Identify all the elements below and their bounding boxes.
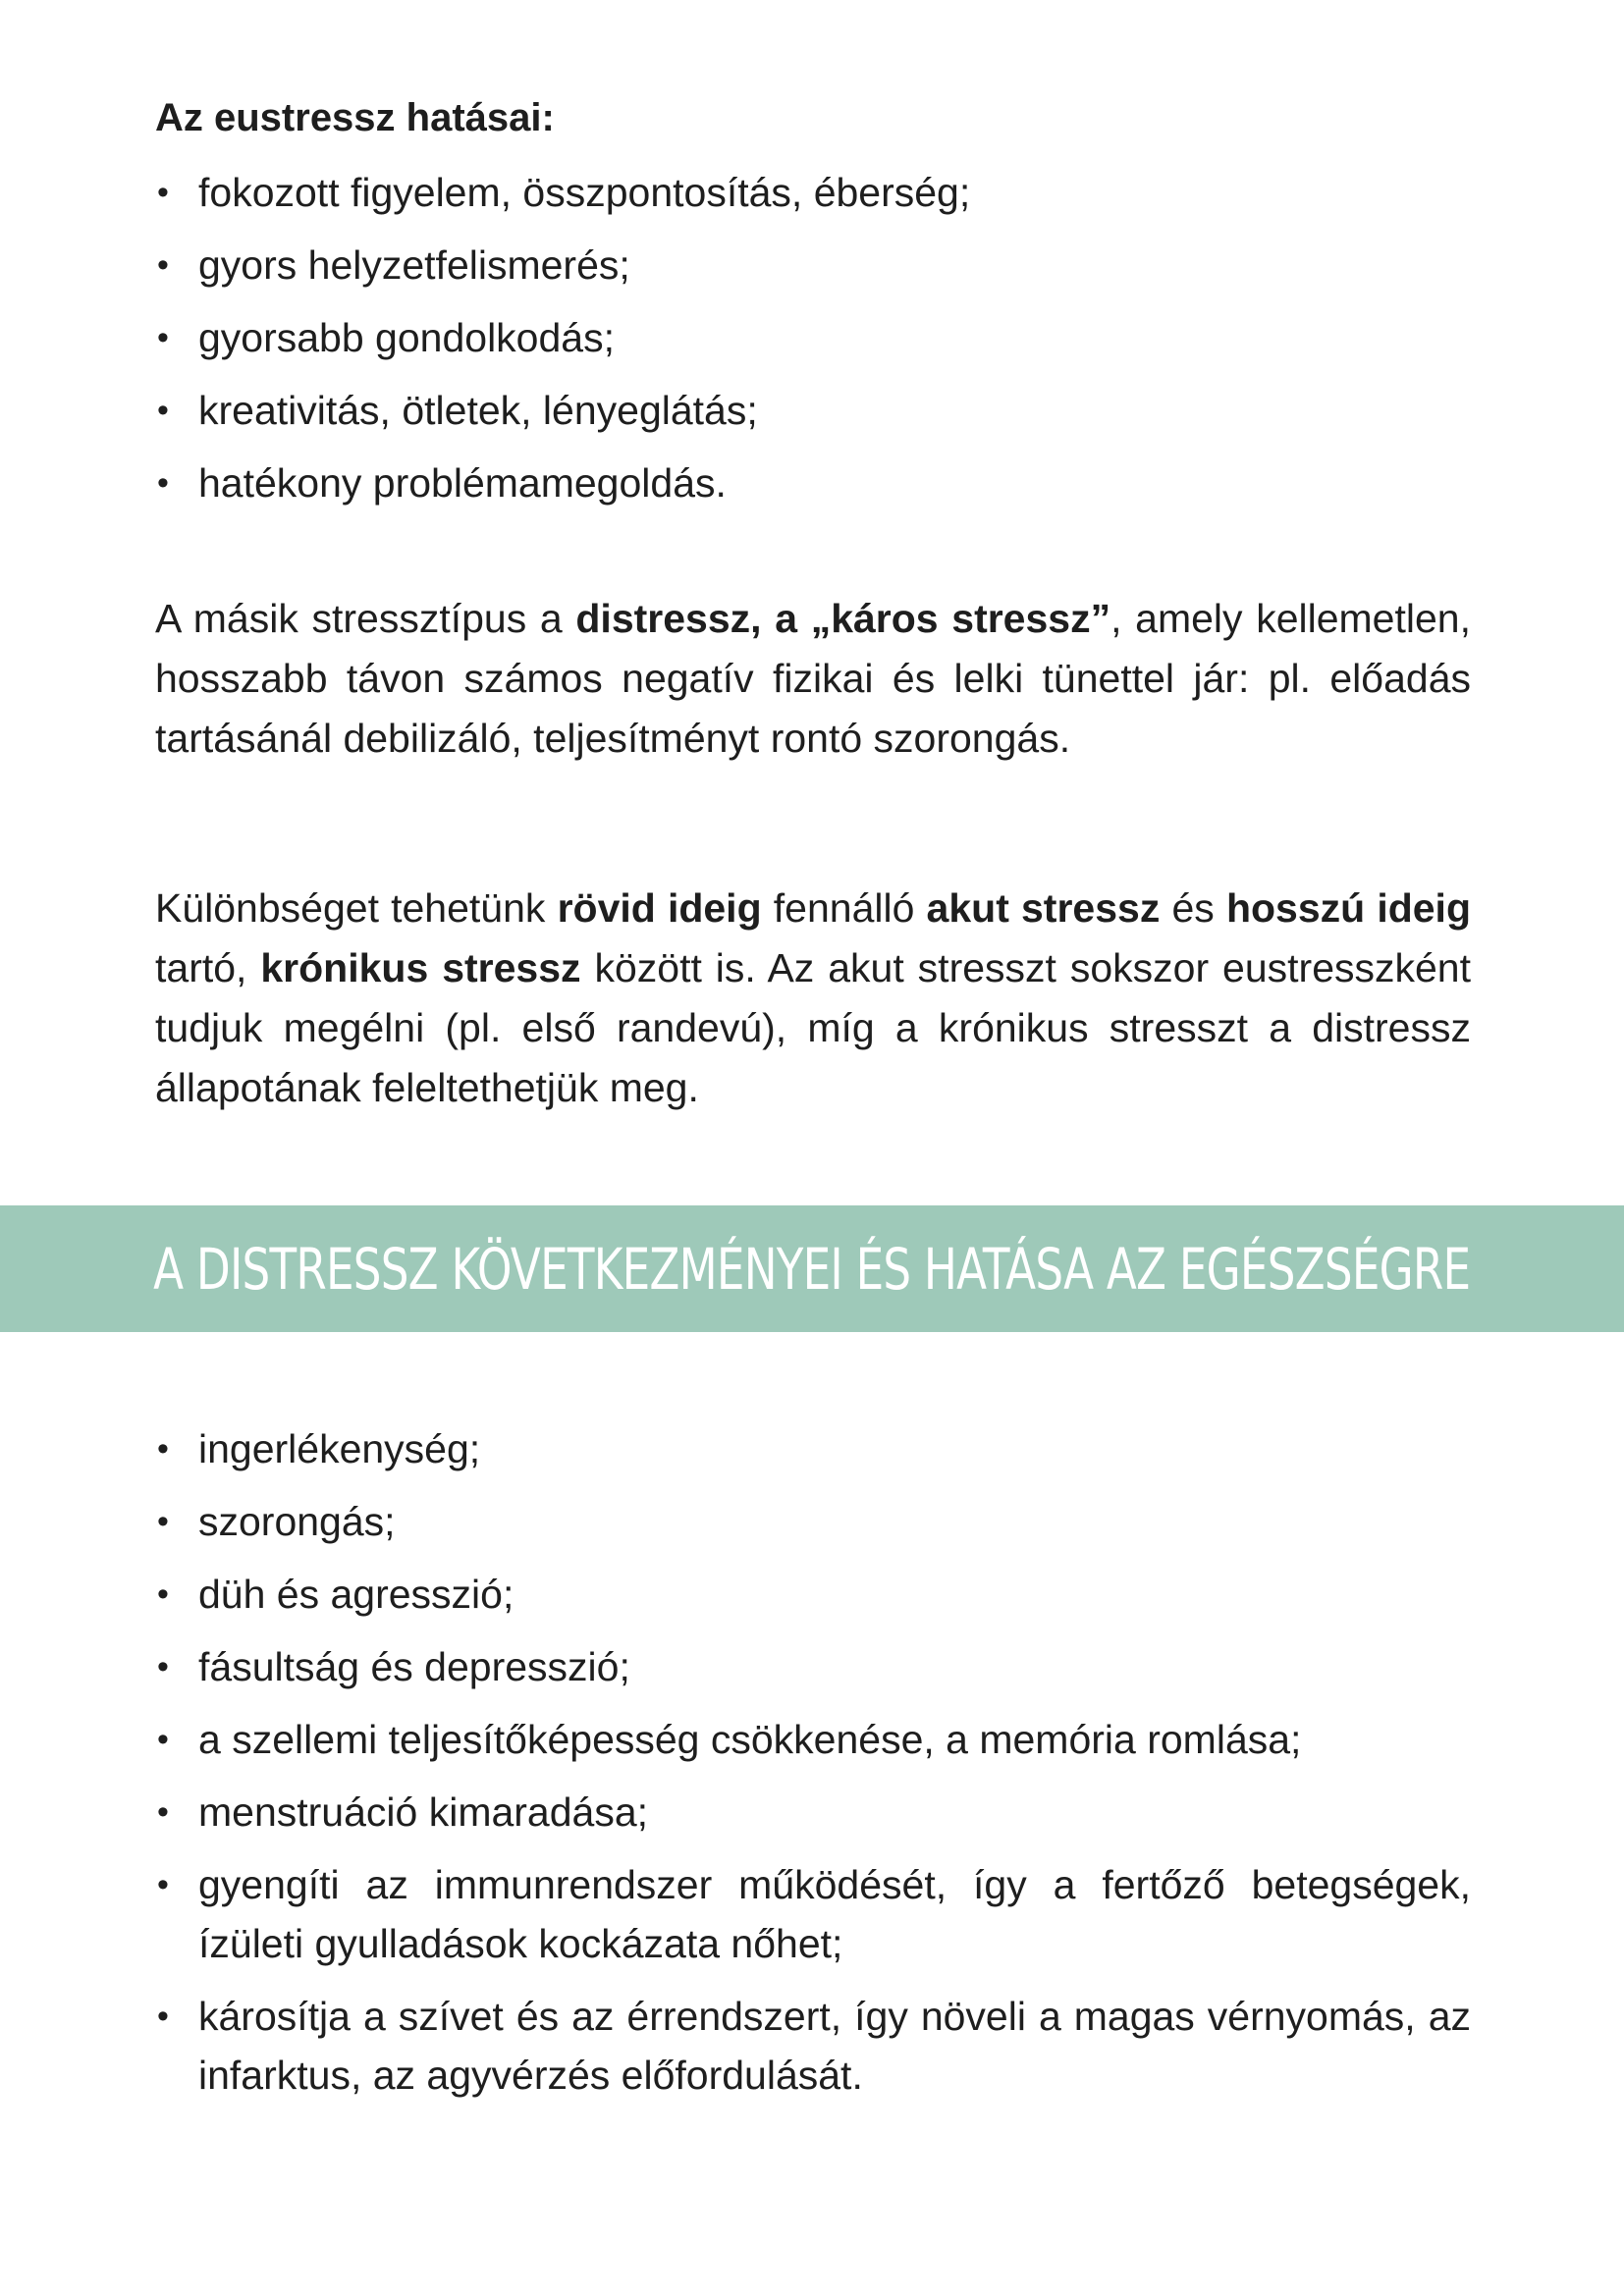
list-item: • düh és agresszió; [155,1565,1471,1624]
bullet-icon: • [157,1998,169,2035]
acute-chronic-paragraph: Különbséget tehetünk rövid ideig fennálló akut stressz és hosszú ideig tartó, krónikus stressz között is. Az akut stresszt sokszor eustresszként tudjuk megélni (pl. első randevú), míg a krónikus stresszt a distressz állapotának feleltethetjük meg. [155,885,1471,1110]
eustress-heading: Az eustressz hatásai: [155,96,555,139]
bullet-icon: • [157,1721,169,1758]
list-item: • fásultság és depresszió; [155,1637,1471,1696]
bullet-icon: • [157,464,169,502]
bullet-icon: • [157,1793,169,1831]
list-item: • ingerlékenység; [155,1419,1471,1478]
bullet-icon: • [157,246,169,284]
bullet-icon: • [157,1430,169,1468]
bullet-icon: • [157,174,169,211]
bullet-icon: • [157,392,169,429]
list-item: • hatékony problémamegoldás. [155,454,1471,512]
bullet-icon: • [157,1503,169,1540]
distress-effects-section [155,1419,1471,2118]
section-title: A DISTRESSZ KÖVETKEZMÉNYEI ÉS HATÁSA AZ EGÉSZSÉGRE [153,1235,1471,1303]
bullet-icon: • [157,1866,169,1903]
distress-effects-list [155,1419,1471,2105]
bullet-icon: • [157,1575,169,1613]
eustress-section [155,90,1471,526]
list-item: • fokozott figyelem, összpontosítás, éberség; [155,163,1471,222]
list-item: • szorongás; [155,1492,1471,1551]
list-item: • a szellemi teljesítőképesség csökkenése, a memória romlása; [155,1710,1471,1769]
list-item: • kreativitás, ötletek, lényeglátás; [155,381,1471,440]
bullet-icon: • [157,319,169,356]
bullet-icon: • [157,1648,169,1685]
list-item: • gyengíti az immunrendszer működését, így a fertőző betegségek, ízületi gyulladások kockázata nőhet; [155,1855,1471,1973]
list-item: • gyorsabb gondolkodás; [155,308,1471,367]
list-item: • károsítja a szívet és az érrendszert, így növeli a magas vérnyomás, az infarktus, az agyvérzés előfordulását. [155,1987,1471,2105]
distress-paragraph: A másik stressztípus a distressz, a „káros stressz”, amely kellemetlen, hosszabb távon számos negatív fizikai és lelki tünettel jár: pl. előadás tartásánál debilizáló, teljesítményt rontó szorongás. [155,596,1471,761]
section-banner [0,1205,1624,1332]
list-item: • menstruáció kimaradása; [155,1783,1471,1842]
eustress-list [155,163,1471,512]
list-item: • gyors helyzetfelismerés; [155,236,1471,294]
